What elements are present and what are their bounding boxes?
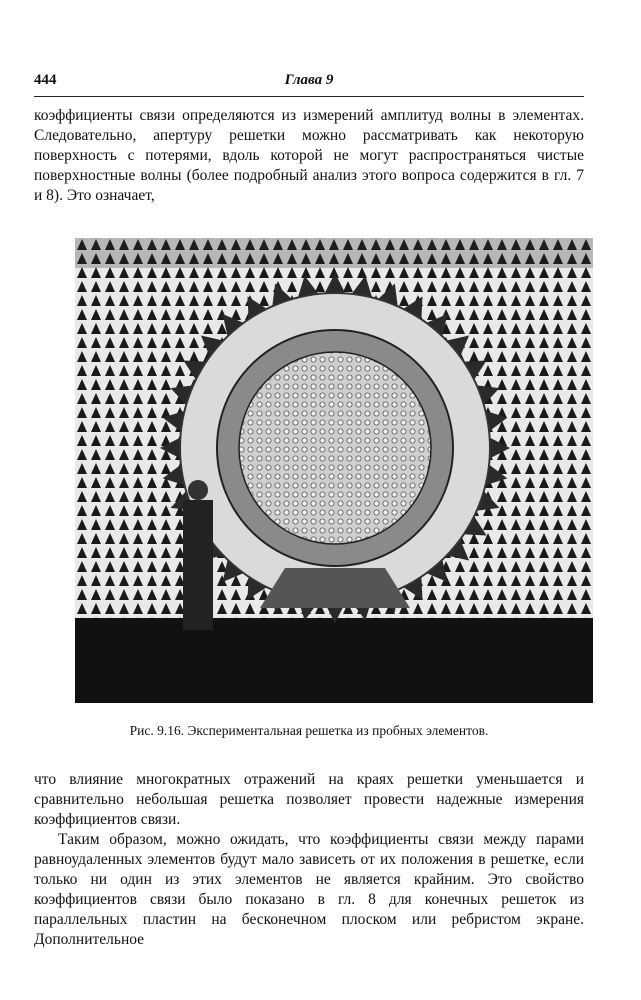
array-mount <box>260 568 410 608</box>
array-elements <box>239 352 431 544</box>
paragraph-middle: что влияние многократных отражений на краях решетки уменьшается и сравнительно небольшая решетка позволяет провести надежные измерения коэффициентов связи. <box>34 771 584 828</box>
header-rule <box>34 96 584 97</box>
figure-caption: Рис. 9.16. Экспериментальная решетка из пробных элементов. <box>129 723 489 738</box>
paragraph-top: коэффициенты связи определяются из измерений амплитуд волны в элементах. Следовательно, апертуру решетки можно рассматривать как некоторую поверхность с потерями, вдоль которой не могут распространяться чистые поверхностные волны (более подробный анализ этого вопроса содержится в гл. 7 и 8). Это означает, <box>34 107 584 204</box>
page-header <box>34 72 584 92</box>
floor-shadow <box>75 618 593 703</box>
page-number: 444 <box>34 72 57 88</box>
anechoic-chamber-photo <box>75 238 593 703</box>
person-figure <box>183 500 213 630</box>
figure-photo <box>75 238 593 703</box>
paragraph-bottom: Таким образом, можно ожидать, что коэффициенты связи между парами равноудаленных элементов будут мало зависеть от их положения в решетке, если только ни один из этих элементов не является крайним. Это свойство коэффициентов связи было показано в гл. 8 для конечных решеток из параллельных пластин на бесконечном плоском или ребристом экране. Дополнительное <box>34 831 584 948</box>
chapter-title: Глава 9 <box>284 72 334 88</box>
